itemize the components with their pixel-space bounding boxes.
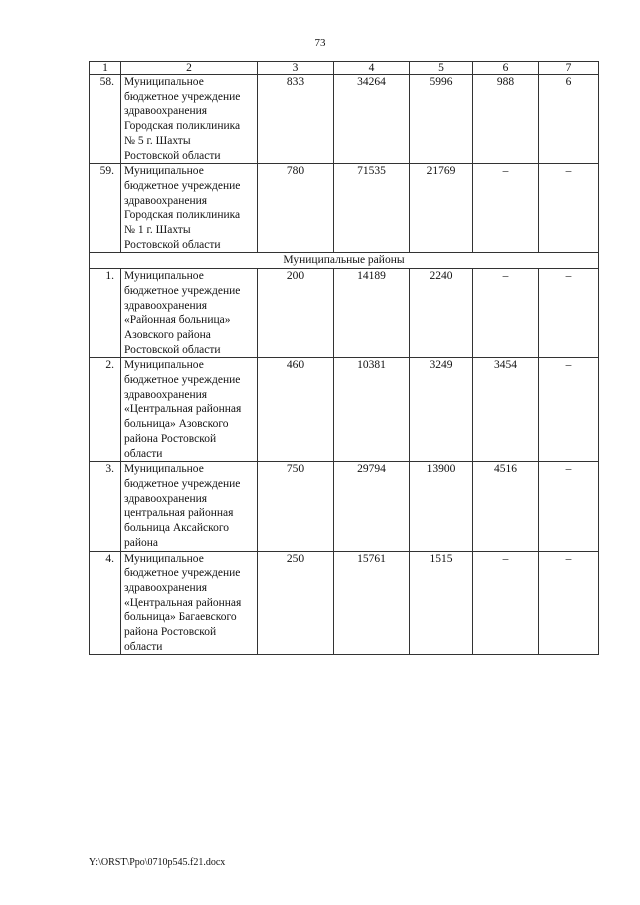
cell-col5: 5996 bbox=[410, 75, 473, 164]
row-number: 58. bbox=[90, 75, 121, 164]
column-header: 3 bbox=[258, 62, 334, 75]
institution-name bbox=[121, 462, 258, 551]
table-row bbox=[90, 75, 599, 164]
institution-name-text: Муниципальное бюджетное учреждение здравоохранения Городская поликлиника № 1 г. Шахты Ростовской области bbox=[124, 165, 241, 251]
cell-col5: 13900 bbox=[410, 462, 473, 551]
cell-col3: 460 bbox=[258, 358, 334, 462]
row-number: 3. bbox=[90, 462, 121, 551]
institution-name-text: Муниципальное бюджетное учреждение здравоохранения «Районная больница» Азовского района Ростовской области bbox=[124, 270, 241, 356]
cell-col7: – bbox=[539, 358, 599, 462]
row-number: 2. bbox=[90, 358, 121, 462]
institution-name-text: Муниципальное бюджетное учреждение здравоохранения Городская поликлиника № 5 г. Шахты Ростовской области bbox=[124, 76, 241, 162]
cell-col5: 21769 bbox=[410, 164, 473, 253]
cell-col5: 2240 bbox=[410, 269, 473, 358]
column-header: 1 bbox=[90, 62, 121, 75]
cell-col6: – bbox=[473, 551, 539, 655]
cell-col4: 15761 bbox=[334, 551, 410, 655]
cell-col6: 3454 bbox=[473, 358, 539, 462]
cell-col4: 10381 bbox=[334, 358, 410, 462]
page-number: 73 bbox=[314, 37, 326, 49]
cell-col6: 988 bbox=[473, 75, 539, 164]
cell-col4: 71535 bbox=[334, 164, 410, 253]
institution-name-text: Муниципальное бюджетное учреждение здравоохранения «Центральная районная больница» Багаевского района Ростовской области bbox=[124, 552, 242, 653]
table-row bbox=[90, 269, 599, 358]
file-path-footer: Y:\ORST\Ppo\0710p545.f21.docx bbox=[89, 857, 226, 868]
cell-col7: – bbox=[539, 462, 599, 551]
cell-col6: 4516 bbox=[473, 462, 539, 551]
table-row bbox=[90, 358, 599, 462]
cell-col3: 750 bbox=[258, 462, 334, 551]
table-row bbox=[90, 462, 599, 551]
cell-col6: – bbox=[473, 269, 539, 358]
cell-col3: 200 bbox=[258, 269, 334, 358]
table-row bbox=[90, 551, 599, 655]
column-header: 6 bbox=[473, 62, 539, 75]
institution-name-text: Муниципальное бюджетное учреждение здравоохранения центральная районная больница Аксайского района bbox=[124, 463, 241, 549]
cell-col4: 14189 bbox=[334, 269, 410, 358]
cell-col7: – bbox=[539, 164, 599, 253]
column-header: 7 bbox=[539, 62, 599, 75]
cell-col5: 3249 bbox=[410, 358, 473, 462]
section-row bbox=[90, 253, 599, 269]
column-number-row bbox=[90, 62, 599, 75]
data-table bbox=[89, 61, 599, 655]
cell-col5: 1515 bbox=[410, 551, 473, 655]
column-header: 5 bbox=[410, 62, 473, 75]
institution-name bbox=[121, 358, 258, 462]
cell-col3: 780 bbox=[258, 164, 334, 253]
section-title: Муниципальные районы bbox=[90, 253, 599, 269]
cell-col3: 833 bbox=[258, 75, 334, 164]
cell-col3: 250 bbox=[258, 551, 334, 655]
cell-col4: 29794 bbox=[334, 462, 410, 551]
column-header: 2 bbox=[121, 62, 258, 75]
row-number: 4. bbox=[90, 551, 121, 655]
institution-name bbox=[121, 164, 258, 253]
cell-col7: – bbox=[539, 269, 599, 358]
cell-col6: – bbox=[473, 164, 539, 253]
cell-col7: – bbox=[539, 551, 599, 655]
table-row bbox=[90, 164, 599, 253]
institution-name-text: Муниципальное бюджетное учреждение здравоохранения «Центральная районная больница» Азовского района Ростовской области bbox=[124, 359, 242, 460]
institution-name bbox=[121, 551, 258, 655]
row-number: 1. bbox=[90, 269, 121, 358]
row-number: 59. bbox=[90, 164, 121, 253]
institution-name bbox=[121, 75, 258, 164]
column-header: 4 bbox=[334, 62, 410, 75]
cell-col7: 6 bbox=[539, 75, 599, 164]
cell-col4: 34264 bbox=[334, 75, 410, 164]
institution-name bbox=[121, 269, 258, 358]
